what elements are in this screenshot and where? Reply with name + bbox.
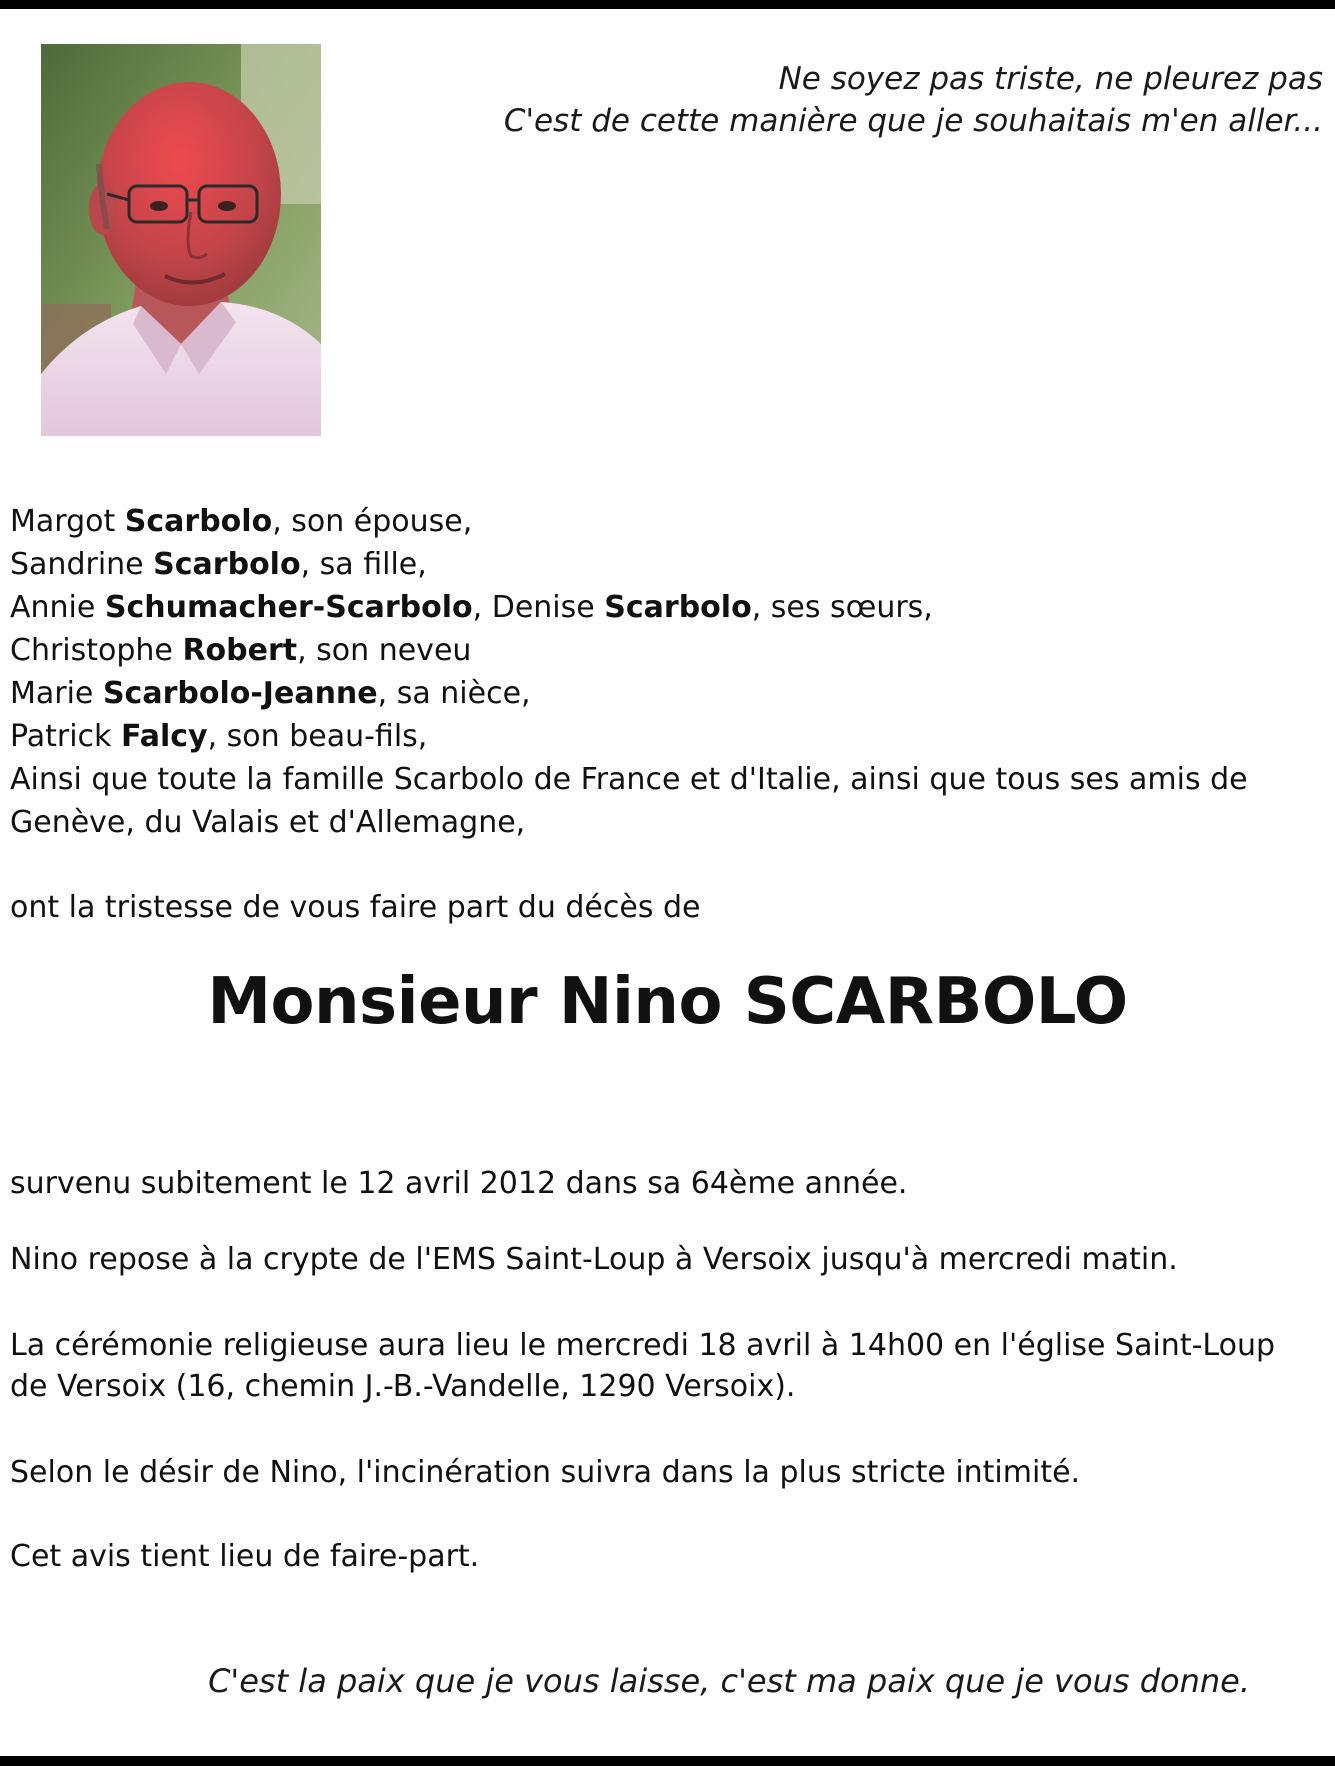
death-paragraph: survenu subitement le 12 avril 2012 dans sa 64ème année. (10, 1166, 908, 1201)
relation: , son neveu (297, 633, 472, 668)
relation: , son beau-fils, (207, 719, 428, 754)
family-member (10, 672, 1320, 715)
ceremony-paragraph (10, 1325, 1320, 1407)
second-last-name: Scarbolo (604, 590, 752, 625)
family-member (10, 543, 1320, 586)
relation: , son épouse, (272, 504, 473, 539)
ceremony-line-2: de Versoix (16, chemin J.-B.-Vandelle, 1290 Versoix). (10, 1369, 796, 1404)
first-name: Annie (10, 590, 96, 625)
first-name: Margot (10, 504, 116, 539)
family-member (10, 586, 1320, 629)
last-name: Falcy (120, 719, 208, 754)
bottom-border-rule (0, 1756, 1335, 1766)
first-name: Christophe (10, 633, 173, 668)
last-name: Robert (182, 633, 298, 668)
first-name: Sandrine (10, 547, 144, 582)
relation: , ses sœurs, (751, 590, 933, 625)
ceremony-line-1: La cérémonie religieuse aura lieu le mercredi 18 avril à 14h00 en l'église Saint-Loup (10, 1328, 1276, 1363)
family-extra-line-1: Ainsi que toute la famille Scarbolo de France et d'Italie, ainsi que tous ses amis de (10, 762, 1248, 797)
deceased-name: Monsieur Nino SCARBOLO (207, 965, 1128, 1039)
opening-quote (423, 58, 1323, 142)
opening-quote-line-1: Ne soyez pas triste, ne pleurez pas (778, 61, 1323, 97)
first-name: Patrick (10, 719, 112, 754)
relation: , sa nièce, (377, 676, 531, 711)
second-first-name: , Denise (472, 590, 595, 625)
opening-quote-line-2: C'est de cette manière que je souhaitais m'en aller... (503, 103, 1323, 139)
family-member (10, 500, 1320, 543)
last-name: Scarbolo (153, 547, 301, 582)
rest-place-paragraph: Nino repose à la crypte de l'EMS Saint-Loup à Versoix jusqu'à mercredi matin. (10, 1242, 1178, 1277)
announcement-text: ont la tristesse de vous faire part du décès de (10, 890, 701, 925)
family-member (10, 715, 1320, 758)
cremation-paragraph: Selon le désir de Nino, l'incinération suivra dans la plus stricte intimité. (10, 1455, 1081, 1490)
family-member (10, 629, 1320, 672)
last-name: Schumacher-Scarbolo (104, 590, 473, 625)
first-name: Marie (10, 676, 94, 711)
notice-paragraph: Cet avis tient lieu de faire-part. (10, 1539, 480, 1574)
relation: , sa fille, (300, 547, 427, 582)
portrait-photo (41, 44, 321, 436)
last-name: Scarbolo (124, 504, 273, 539)
last-name: Scarbolo-Jeanne (102, 676, 378, 711)
closing-quote: C'est la paix que je vous laisse, c'est ma paix que je vous donne. (208, 1662, 1250, 1700)
family-extra-line-2: Genève, du Valais et d'Allemagne, (10, 805, 526, 840)
top-border-rule (0, 0, 1335, 9)
family-list (10, 500, 1320, 844)
